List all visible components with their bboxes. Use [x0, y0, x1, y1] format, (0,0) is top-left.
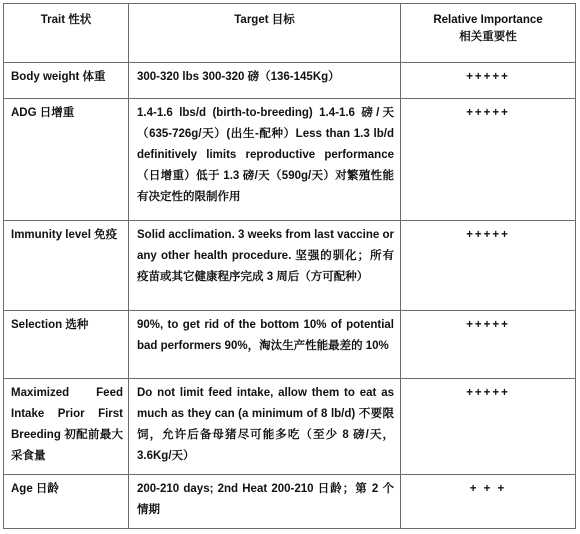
trait-target-table	[3, 3, 576, 529]
importance-cell	[401, 221, 576, 311]
trait-cell	[4, 63, 129, 99]
header-importance-zh: 相关重要性	[459, 31, 517, 43]
trait-cell	[4, 379, 129, 475]
trait-label: Age 日龄	[11, 483, 59, 495]
table-row	[4, 221, 576, 311]
target-cell	[129, 63, 401, 99]
importance-rating: +++++	[466, 319, 510, 331]
target-cell	[129, 311, 401, 379]
table-row	[4, 311, 576, 379]
importance-cell	[401, 475, 576, 529]
trait-label: Immunity level 免疫	[11, 229, 118, 241]
header-trait	[4, 4, 129, 63]
target-text: 1.4-1.6 lbs/d (birth-to-breeding) 1.4-1.6 磅/天（635-726g/天）(出生-配种）Less than 1.3 lb/d definitively limits reproductive performance （日增重）低于 1.3 磅/天（590g/天）对繁殖性能有决定性的限制作用	[137, 107, 394, 203]
header-importance-en: Relative Importance	[433, 14, 543, 26]
trait-cell	[4, 221, 129, 311]
trait-cell	[4, 311, 129, 379]
target-text: 300-320 lbs 300-320 磅（136-145Kg）	[137, 71, 340, 83]
table-row	[4, 63, 576, 99]
target-cell	[129, 99, 401, 221]
header-trait-label: Trait 性状	[40, 14, 92, 26]
table-row	[4, 99, 576, 221]
target-cell	[129, 221, 401, 311]
header-importance	[401, 4, 576, 63]
importance-rating: +++++	[466, 229, 510, 241]
header-row	[4, 4, 576, 63]
importance-rating: +++++	[466, 71, 510, 83]
target-text: Solid acclimation. 3 weeks from last vaccine or any other health procedure. 坚强的驯化；所有疫苗或其它健康程序完成 3 周后（方可配种）	[137, 229, 394, 283]
target-cell	[129, 379, 401, 475]
target-text: Do not limit feed intake, allow them to eat as much as they can (a minimum of 8 lb/d) 不要限饲，允许后备母猪尽可能多吃（至少 8 磅/天，3.6Kg/天）	[137, 387, 394, 462]
importance-cell	[401, 311, 576, 379]
table-row	[4, 475, 576, 529]
trait-cell	[4, 475, 129, 529]
target-text: 200-210 days; 2nd Heat 200-210 日龄；第 2 个情期	[137, 483, 394, 516]
trait-label: Maximized Feed Intake Prior First Breeding 初配前最大采食量	[11, 387, 123, 462]
target-text: 90%, to get rid of the bottom 10% of potential bad performers 90%，淘汰生产性能最差的 10%	[137, 319, 394, 352]
importance-cell	[401, 63, 576, 99]
trait-label: Body weight 体重	[11, 71, 106, 83]
trait-label: Selection 选种	[11, 319, 89, 331]
importance-rating: + + +	[469, 483, 507, 495]
table-row	[4, 379, 576, 475]
importance-cell	[401, 379, 576, 475]
importance-rating: +++++	[466, 387, 510, 399]
importance-rating: +++++	[466, 107, 510, 119]
trait-cell	[4, 99, 129, 221]
header-target-label: Target 目标	[234, 14, 295, 26]
header-target	[129, 4, 401, 63]
target-cell	[129, 475, 401, 529]
trait-label: ADG 日增重	[11, 107, 75, 119]
importance-cell	[401, 99, 576, 221]
